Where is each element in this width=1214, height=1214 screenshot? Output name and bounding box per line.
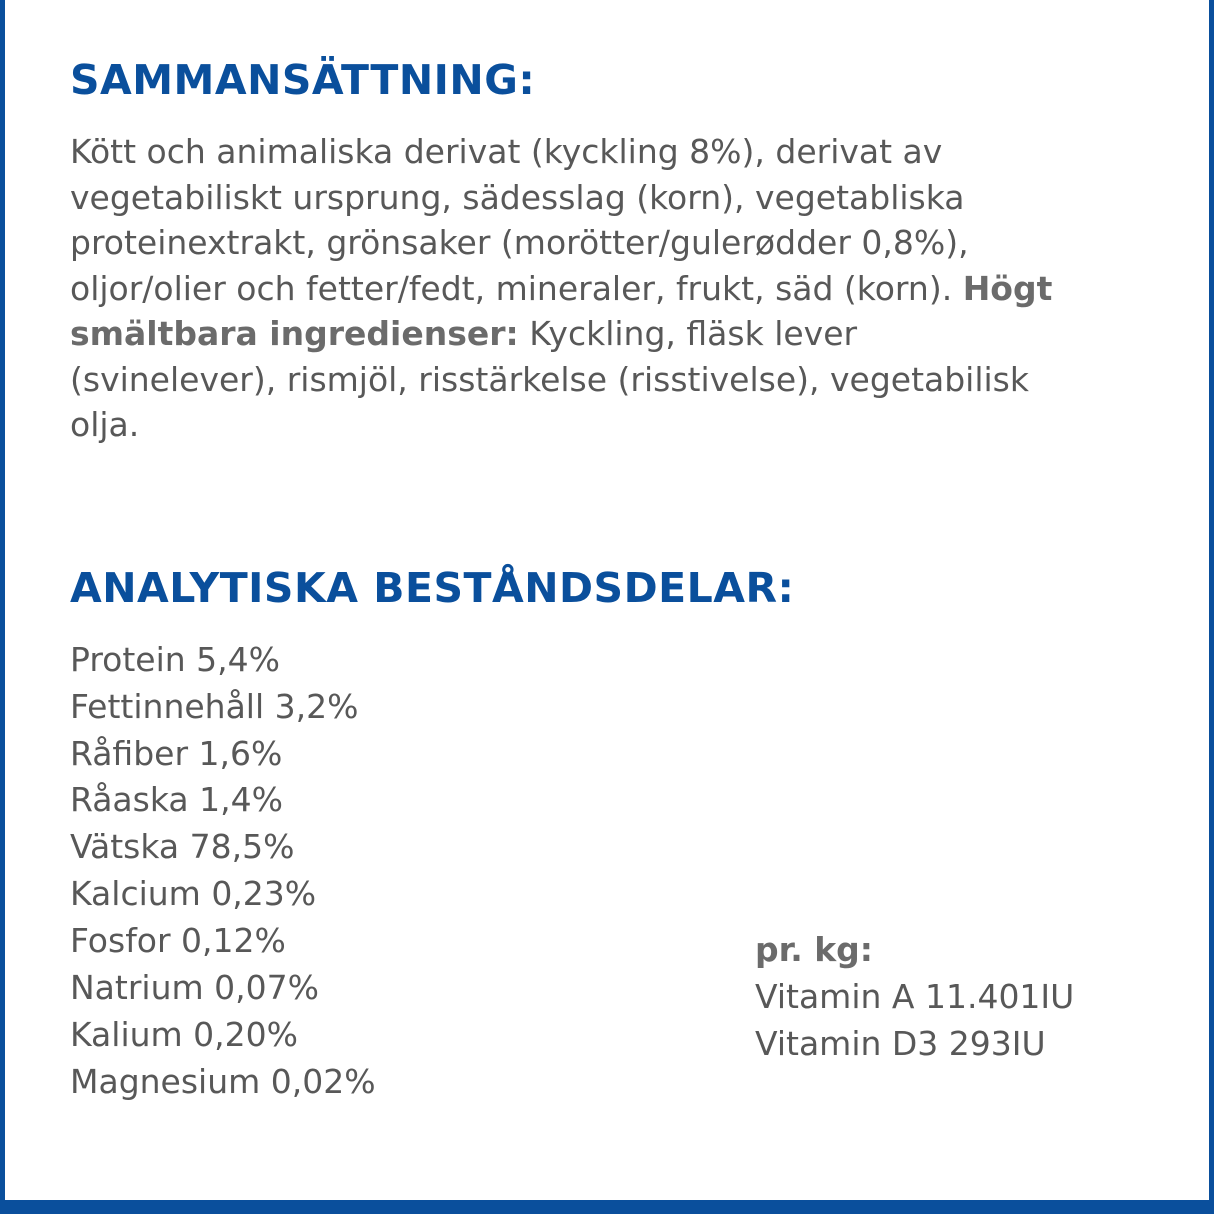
analytical-heading: ANALYTISKA BESTÅNDSDELAR: — [70, 563, 795, 612]
list-item: Natrium 0,07% — [70, 967, 319, 1007]
section-spacer — [70, 448, 1154, 566]
list-item: Magnesium 0,02% — [70, 1061, 376, 1101]
list-item: Fosfor 0,12% — [70, 921, 286, 961]
vitamin-block — [755, 927, 1074, 1068]
vitamin-line: Vitamin D3 293IU — [755, 1023, 1046, 1063]
composition-paragraph — [70, 129, 1070, 448]
composition-main-text: Kött och animaliska derivat (kyckling 8%), derivat av vegetabiliskt ursprung, sädesslag (korn), vegetabliska proteinextrakt, grönsaker (morötter/gulerødder 0,8%), oljor/olier och fetter/fedt, mineraler, frukt, säd (korn). — [70, 132, 969, 308]
list-item: Protein 5,4% — [70, 639, 281, 679]
list-item: Kalium 0,20% — [70, 1014, 299, 1054]
list-item: Kalcium 0,23% — [70, 874, 317, 914]
composition-highlight-text: Kyckling, fläsk lever (svinelever), rismjöl, risstärkelse (risstivelse), vegetabilisk olja. — [70, 314, 1029, 445]
list-item: Fettinnehåll 3,2% — [70, 686, 359, 726]
list-item: Vätska 78,5% — [70, 827, 295, 867]
border-left — [0, 0, 5, 1214]
analytical-block — [70, 637, 1154, 1106]
vitamin-per-kg-label: pr. kg: — [755, 929, 873, 969]
border-right — [1209, 0, 1214, 1214]
list-item: Råfiber 1,6% — [70, 733, 283, 773]
list-item: Råaska 1,4% — [70, 780, 283, 820]
composition-highlight-label: Högt smältbara ingredienser: — [70, 268, 1053, 354]
composition-heading: SAMMANSÄTTNING: — [70, 56, 536, 104]
content-area — [70, 58, 1154, 1106]
border-bottom — [0, 1200, 1214, 1214]
vitamin-line: Vitamin A 11.401IU — [755, 976, 1075, 1016]
